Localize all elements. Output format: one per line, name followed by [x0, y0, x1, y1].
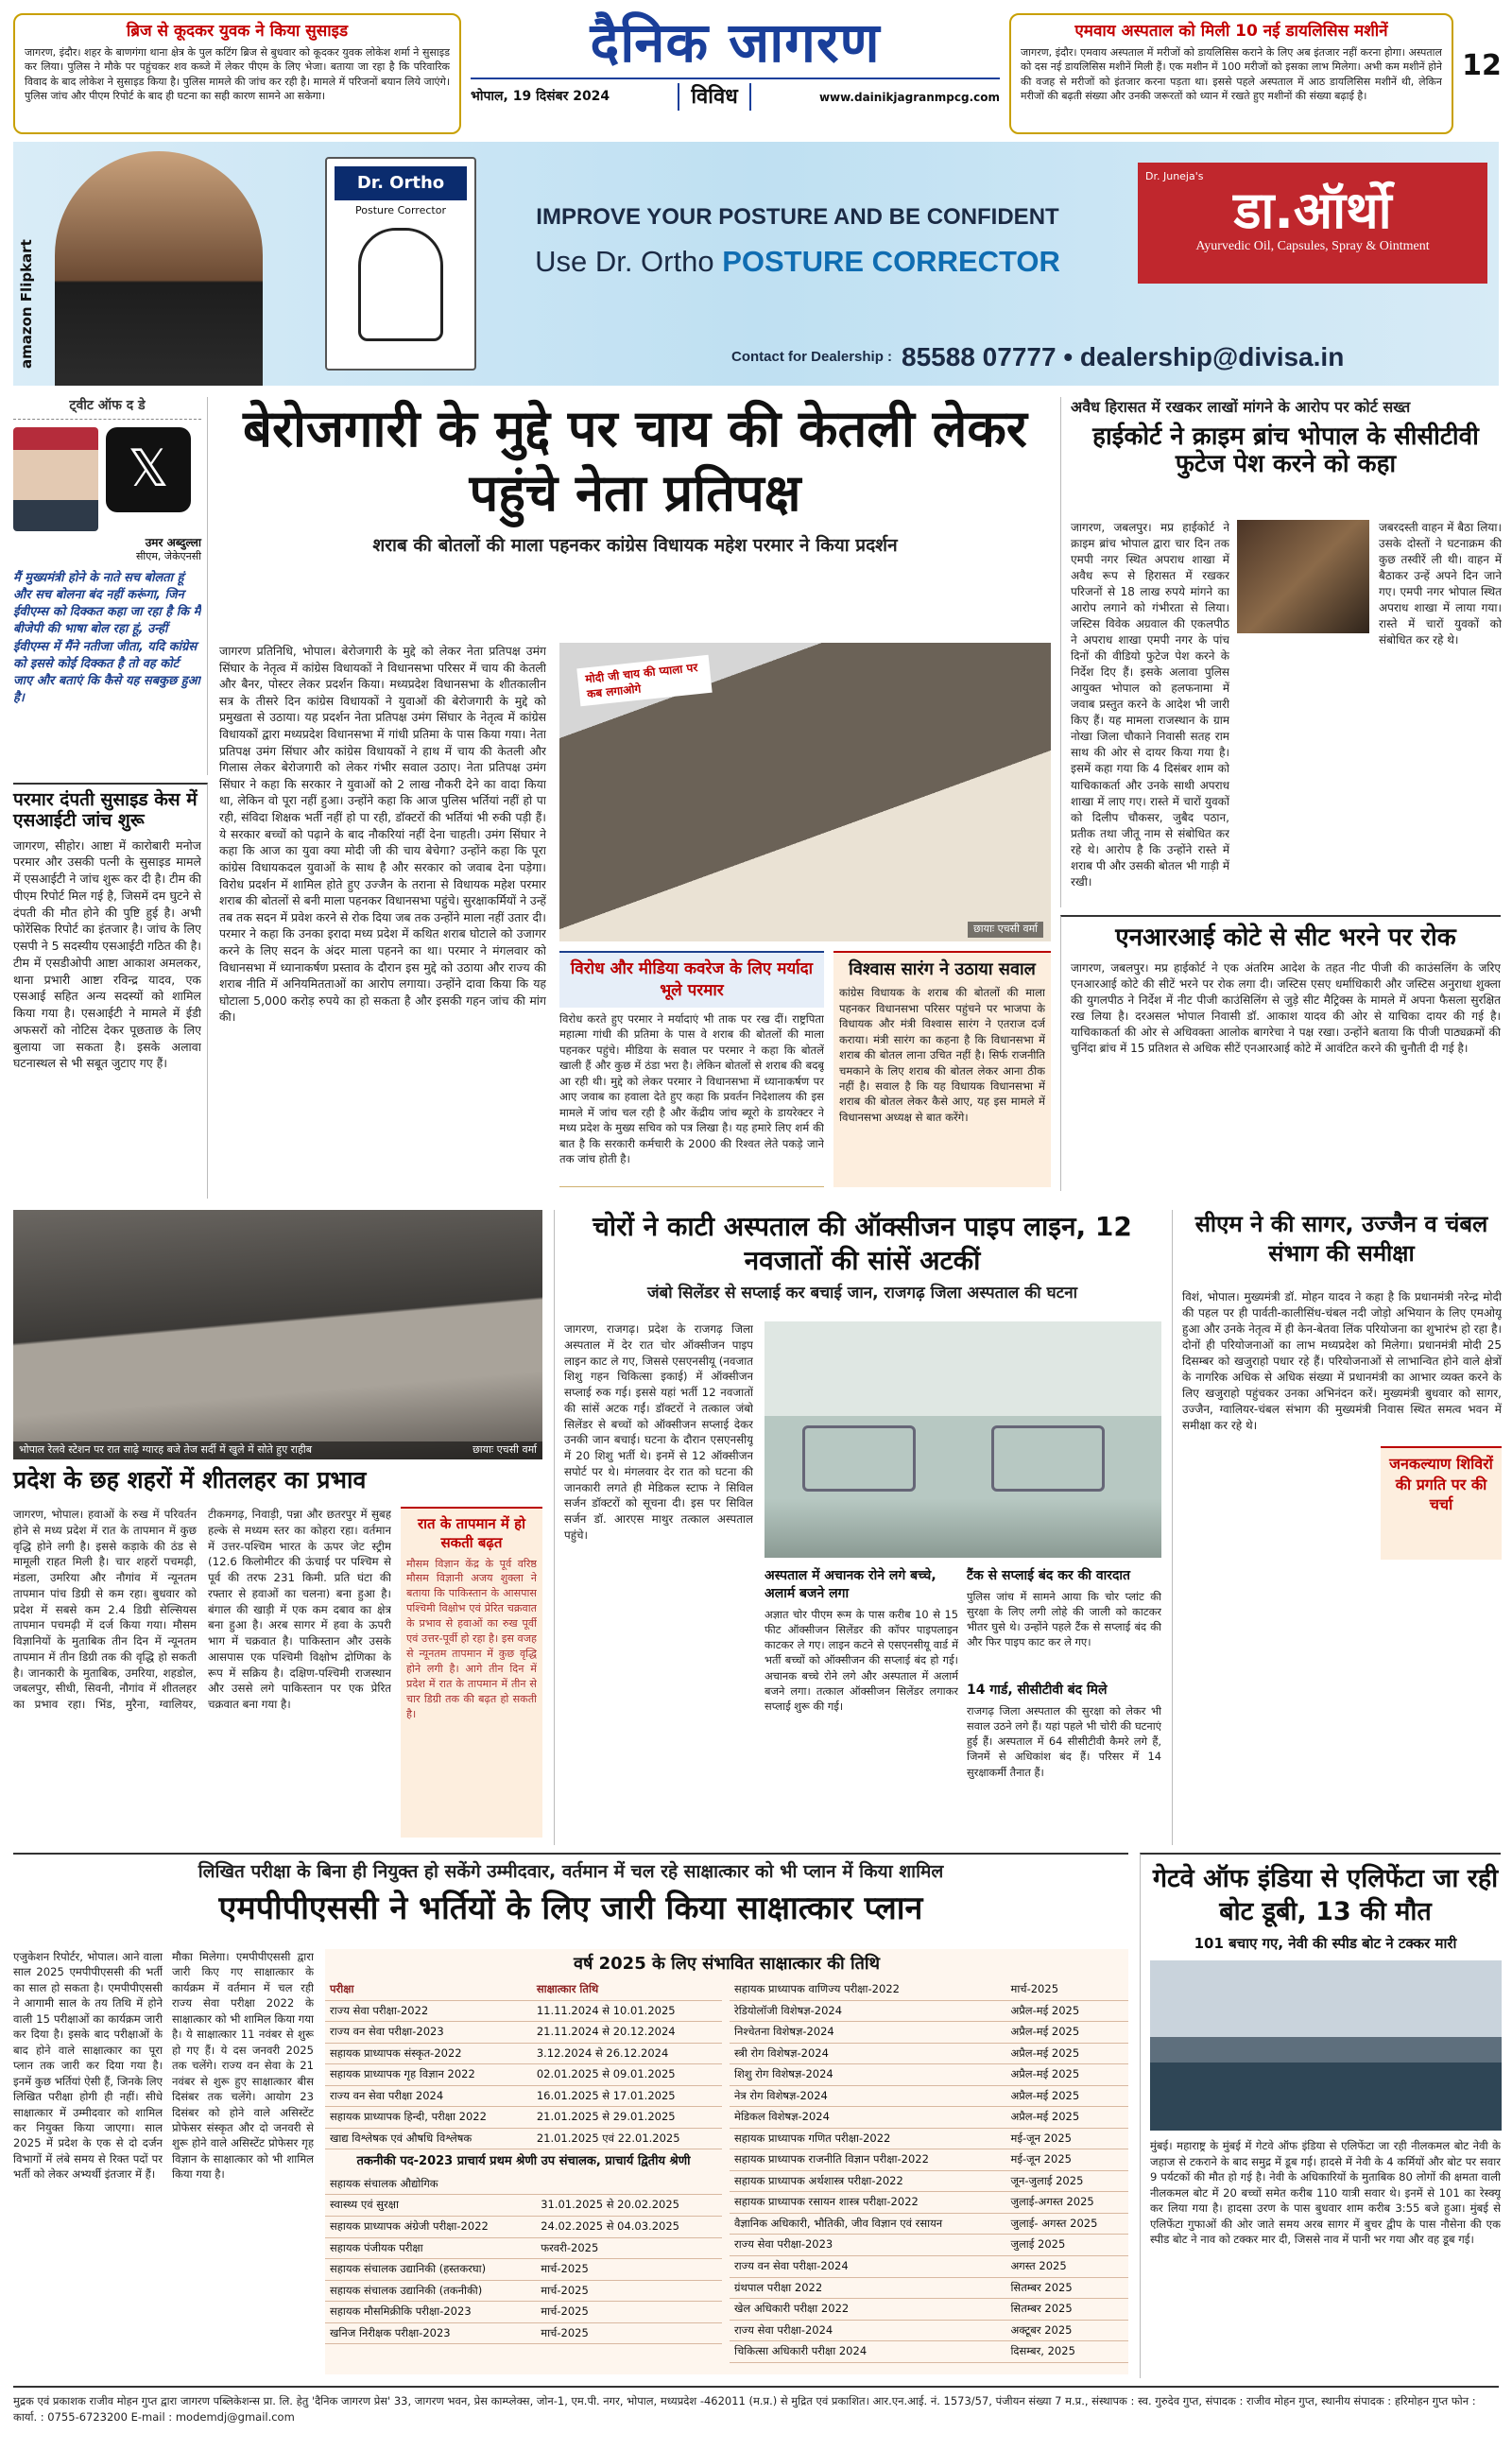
- side-box-left-title: विरोध और मीडिया कवरेज के लिए मर्यादा भूले परमार: [559, 953, 824, 1008]
- interview-date-cell: 31.01.2025 से 20.02.2025: [536, 2195, 722, 2217]
- table-row: [730, 2022, 1128, 2044]
- table-row: [730, 2107, 1128, 2129]
- ad-contact-value[interactable]: 85588 07777 • dealership@divisa.in: [902, 342, 1345, 372]
- interview-date-cell: अप्रैल-मई 2025: [1005, 2064, 1128, 2086]
- exam-name-cell: सहायक प्राध्यापक राजनीति विज्ञान परीक्षा-2022: [730, 2149, 1005, 2171]
- ad-line1: IMPROVE YOUR POSTURE AND BE CONFIDENT: [536, 204, 1059, 230]
- interview-date-cell: मार्च-2025: [536, 2302, 722, 2323]
- exam-name-cell: सहायक प्राध्यापक हिन्दी, परीक्षा 2022: [325, 2107, 532, 2129]
- lead-story: [219, 397, 1051, 1191]
- interview-date-cell: अप्रैल-मई 2025: [1005, 2022, 1128, 2044]
- exam-name-cell: राज्य वन सेवा परीक्षा 2024: [325, 2085, 532, 2107]
- interview-date-cell: 24.02.2025 से 04.03.2025: [536, 2217, 722, 2238]
- mppsc-body: एजुकेशन रिपोर्टर, भोपाल। आने वाला साल 2025 एमपीपीएससी की भर्ती का साल हो सकता है। एमपीपीएससी ने आगामी साल के तय तिथि में होने वाली 15 परीक्षाओं का कार्यक्रम जारी कर दिया है। इसके बाद परीक्षाओं के बाद होने वाले साक्षात्कार का पूरा प्लान तक जारी कर दिया गया है। इनमें कुछ भर्तियां ऐसी हैं, जिनके लिए लिखित परीक्षा होगी ही नहीं। सीधे साक्षात्कार में उम्मीदवार को शामिल कर नियुक्त किया जाएगा। साल 2025 में प्रदेश के एक से दो दर्जन विभागों में लंबे समय से रिक्त पदों पर भर्ती को लेकर अभ्यर्थी इंतजार में हैं।: [13, 1950, 163, 2182]
- imprint-footer: मुद्रक एवं प्रकाशक राजीव मोहन गुप्त द्वारा जागरण पब्लिकेशन्स प्रा. लि. हेतु 'दैनिक जागरण प्रेस' 33, जागरण भवन, प्रेस काम्प्लेक्स, जोन-1, एम.पी. नगर, भोपाल, मध्यप्रदेश -462011 (म.प्र.) से मुद्रित एवं प्रकाशित। आर.एन.आई. नं. 1573/57, पंजीयन संख्या 7 म.प्र., संस्थापक : स्व. गुरुदेव गुप्त, संपादक : राजीव मोहन गुप्त, स्थानीय संपादक : हरिमोहन गुप्त फोन : कार्या. : 0755-6723200 E-mail : modemdj@gmail.com: [13, 2386, 1499, 2437]
- table-row: [730, 2043, 1128, 2064]
- cold-box-title: रात के तापमान में हो सकती बढ़त: [418, 1515, 525, 1552]
- exam-name-cell: सहायक प्राध्यापक संस्कृत-2022: [325, 2043, 532, 2064]
- cold-body: जागरण, भोपाल। हवाओं के रुख में परिवर्तन होने से मध्य प्रदेश में रात के तापमान में कुछ वृद्धि होने लगी है। इससे कड़ाके की ठंड से मामूली राहत मिली है। चार शहरों पचमढ़ी, मंडला, उमरिया और नौगांव में न्यूनतम तापमान पांच डिग्री से कम रहा। बुधवार को प्रदेश में सबसे कम 2.4 डिग्री सेल्सियस तापमान पचमढ़ी में दर्ज किया गया। मौसम विज्ञानियों के मुताबिक तीन दिन में न्यूनतम तापमान में तीन डिग्री तक की वृद्धि हो सकती है। जानकारी के मुताबिक, उमरिया, शहडोल, जबलपुर, सीधी, सिवनी, नौगांव में शीतलहर का प्रभाव रहा। भिंड, मुरैना, ग्वालियर, टीकमगढ़, निवाड़ी, पन्ना और छतरपुर में सुबह हल्के से मध्यम स्तर का कोहरा रहा। वर्तमान में उत्तर-पश्चिम भारत के ऊपर जेट स्ट्रीम (12.6 किलोमीटर की ऊंचाई पर पश्चिम से पूर्व की तरफ 231 किमी. प्रति घंटा की रफ्तार से हवाओं का चलना) बना हुआ है। बंगाल की खाड़ी में एक कम दबाव का क्षेत्र बना हुआ है। अरब सागर में हवा के ऊपरी भाग में चक्रवात है। पाकिस्तान और उसके आसपास एक पश्चिमी विक्षोभ द्रोणिका के रूप में सक्रिय है। दक्षिण-पश्चिमी राजस्थान और उससे लगे पाकिस्तान पर एक प्रेरित चक्रवात बना गया है।: [13, 1508, 391, 1711]
- ad-brand-logo: डा.ऑर्थो: [1233, 180, 1392, 240]
- exam-name-cell: वैज्ञानिक अधिकारी, भौतिकी, जीव विज्ञान एवं रसायन: [730, 2213, 1005, 2235]
- table-row: [730, 2064, 1128, 2086]
- interview-date-cell: अगस्त 2025: [1005, 2256, 1128, 2278]
- edition-name: विविध: [678, 83, 750, 112]
- cold-title: प्रदेश के छह शहरों में शीतलहर का प्रभाव: [13, 1466, 367, 1493]
- lead-photo: [559, 643, 1051, 941]
- side-box-right-body: कांग्रेस विधायक के शराब की बोतलों की माला पहनकर विधानसभा परिसर पहुंचने पर भाजपा के विधायक और मंत्री विश्वास सारंग ने एतराज दर्ज कराया। मंत्री सारंग का कहना है कि विधानसभा में शराब की बोतल लाना उचित नहीं है। सिर्फ राजनीति चमकाने के लिए शराब की बोतल लेकर आना ठीक नहीं है। सवाल है कि यह विधायक विधानसभा में शराब की बोतल लेकर कैसे आए, यह इस मामले में विधानसभा अध्यक्ष से बात करेंगे।: [839, 986, 1045, 1124]
- table-row: [730, 2128, 1128, 2149]
- interview-date-cell: अप्रैल-मई 2025: [1005, 2107, 1128, 2129]
- table-row: [730, 2085, 1128, 2107]
- boat-photo: [1150, 1960, 1502, 2131]
- ad-product-sub: Posture Corrector: [355, 204, 446, 217]
- exam-name-cell: रेडियोलॉजी विशेषज्ञ-2024: [730, 2000, 1005, 2022]
- side-box-left: [559, 951, 824, 1187]
- exam-name-cell: सहायक संचालक औद्योगिक: [325, 2174, 536, 2195]
- boat-body: मुंबई। महाराष्ट्र के मुंबई में गेटवे ऑफ इंडिया से एलिफेंटा जा रही नीलकमल बोट नेवी के जहाज से टकराने के बाद समुद्र में डूब गई। हादसे में नेवी के 4 कर्मियों और बोट पर सवार 9 पर्यटकों की मौत हो गई है। नेवी के अधिकारियों के मुताबिक 80 लोगों की क्षमता वाली नीलकमल बोट में 20 बच्चों समेत करीब 110 यात्री सवार थे। इनमें से 101 का रेस्क्यू कर लिया गया है। हादसा उरण के पास बुधवार शाम करीब 3:55 बजे हुआ। मुंबई से एलिफेंटा गुफाओं की ओर जाते समय अरब सागर में बुचर द्वीप के पास नौसेना की एक स्पीड बोट ने नाव को टक्कर मार दी, जिससे नाव में पानी भर गया और वह डूब गई।: [1150, 2139, 1501, 2247]
- exam-name-cell: चिकित्सा अधिकारी परीक्षा 2024: [730, 2341, 1005, 2363]
- interview-date-cell: 02.01.2025 से 09.01.2025: [532, 2064, 722, 2086]
- hc-body-continued: जबरदस्ती वाहन में बैठा लिया। उसके दोस्तों ने घटनाक्रम की कुछ तस्वीरें ली थी। वाहन में बैठाकर उन्हें अपने दिन जाने गए। एमपी नगर भोपाल स्थित अपराध शाखा में लाया गया। रास्ते में चारों युवकों को संबोधित कर रहे थे।: [1379, 521, 1502, 647]
- website-link[interactable]: www.dainikjagranmpcg.com: [818, 90, 1000, 104]
- table-row: [730, 2299, 1128, 2321]
- interview-date-cell: मई-जून 2025: [1005, 2149, 1128, 2171]
- interview-date-cell: 16.01.2025 से 17.01.2025: [532, 2085, 722, 2107]
- exam-name-cell: खेल अधिकारी परीक्षा 2022: [730, 2299, 1005, 2321]
- ad-contact-label: Contact for Dealership :: [731, 348, 893, 365]
- cm-title: सीएम ने की सागर, उज्जैन व चंबल संभाग की समीक्षा: [1194, 1211, 1488, 1268]
- exam-name-cell: राज्य वन सेवा परीक्षा-2024: [730, 2256, 1005, 2278]
- table-row: [325, 2064, 722, 2086]
- exam-name-cell: सहायक संचालक उद्यानिकी (हस्तकरघा): [325, 2259, 536, 2281]
- side-box-right-title: विश्वास सारंग ने उठाया सवाल: [849, 959, 1036, 979]
- lead-photo-caption: छायाः एचसी वर्मा: [968, 922, 1043, 938]
- oxygen-box3-body: राजगढ़ जिला अस्पताल की सुरक्षा को लेकर भी सवाल उठने लगे हैं। यहां पहले भी चोरी की घटनाएं हुई हैं। अस्पताल में 64 सीसीटीवी कैमरे लगे हैं, जिनमें से अधिकांश बंद हैं। परिसर में 14 सुरक्षाकर्मी तैनात हैं।: [967, 1703, 1161, 1779]
- mppsc-subtable-title: तकनीकी पद-2023 प्राचार्य प्रथम श्रेणी उप संचालक, प्राचार्य द्वितीय श्रेणी: [356, 2154, 691, 2169]
- cold-story: [13, 1467, 542, 1845]
- interview-date-cell: मार्च-2025: [536, 2322, 722, 2344]
- exam-name-cell: स्त्री रोग विशेषज्ञ-2024: [730, 2043, 1005, 2064]
- hc-kicker: अवैध हिरासत में रखकर लाखों मांगने के आरोप पर कोर्ट सख्त: [1071, 398, 1411, 416]
- exam-name-cell: सहायक प्राध्यापक गणित परीक्षा-2022: [730, 2128, 1005, 2149]
- exam-name-cell: राज्य सेवा परीक्षा-2023: [730, 2235, 1005, 2256]
- table-row: [325, 2107, 722, 2129]
- table-row: [325, 2217, 722, 2238]
- mppsc-table-left: [325, 1979, 722, 2149]
- interview-date-cell: अप्रैल-मई 2025: [1005, 2043, 1128, 2064]
- exam-name-cell: सहायक प्राध्यापक रसायन शास्त्र परीक्षा-2022: [730, 2192, 1005, 2214]
- tweet-of-the-day: [13, 397, 208, 775]
- table-row: [730, 2149, 1128, 2171]
- table-row: [325, 2174, 722, 2195]
- table-header-date: साक्षात्कार तिथि: [532, 1979, 722, 2000]
- exam-name-cell: निश्चेतना विशेषज्ञ-2024: [730, 2022, 1005, 2044]
- oxygen-body: जागरण, राजगढ़। प्रदेश के राजगढ़ जिला अस्पताल में देर रात चोर ऑक्सीजन पाइप लाइन काट ले गए, जिससे एसएनसीयू (नवजात शिशु गहन चिकित्सा इकाई) में ऑक्सीजन सप्लाई रुक गई। इससे यहां भर्ती 12 नवजातों की सांसें अटक गईं। डॉक्टरों ने तत्काल जंबो सिलेंडर से बच्चों को ऑक्सीजन सप्लाई देकर उनकी जान बचाई। घटना के दौरान एसएनसीयू में 20 शिशु भर्ती थे। इनमें से 12 ऑक्सीजन सपोर्ट पर थे। मंगलवार देर रात को घटना की जानकारी लगते ही मेडिकल स्टाफ ने सिविल सर्जन डॉक्टरों को सूचना दी। इस पर सिविल सर्जन डॉ. आरएस माथुर तत्काल अस्पताल पहुंचे।: [564, 1322, 753, 1542]
- oxygen-box2-title: टैंक से सप्लाई बंद कर की वारदात: [967, 1568, 1130, 1583]
- nri-title: एनआरआई कोटे से सीट भरने पर रोक: [1115, 923, 1456, 952]
- right-teaser-body: जागरण, इंदौर। एमवाय अस्पताल में मरीजों को डायलिसिस कराने के लिए अब इंतजार नहीं करना होगा। अस्पताल को दस नई डायलिसिस मशीनें मिली हैं। एक मशीन में 100 मरीजों को इसका लाभ मिलेगा। अभी कम मशीनें होने की वजह से मरीजों को इंतजार करना पड़ता था। इससे पहले अस्पताल में आठ डायलिसिस मशीनें थी, लेकिन मरीजों की बढ़ती संख्या और उनकी जरूरतों को ध्यान में रखते हुए मशीनों की संख्या बढ़ाई है।: [1021, 45, 1442, 103]
- exam-name-cell: नेत्र रोग विशेषज्ञ-2024: [730, 2085, 1005, 2107]
- mppsc-table-right: [730, 1979, 1128, 2362]
- page-number: 12: [1462, 49, 1502, 82]
- interview-date-cell: सितम्बर 2025: [1005, 2299, 1128, 2321]
- oxygen-box1-title: अस्पताल में अचानक रोने लगे बच्चे, अलार्म बजने लगा: [765, 1568, 936, 1601]
- interview-date-cell: 21.01.2025 से 29.01.2025: [532, 2107, 722, 2129]
- interview-date-cell: मार्च-2025: [536, 2280, 722, 2302]
- exam-name-cell: खाद्य विश्लेषक एवं औषधि विश्लेषक: [325, 2128, 532, 2149]
- oxygen-box1-body: अज्ञात चोर पीएम रूम के पास करीब 10 से 15 फीट ऑक्सीजन सिलेंडर की कॉपर पाइपलाइन काटकर ले गए। लाइन कटने से एसएनसीयू वार्ड में भर्ती बच्चों को ऑक्सीजन की सप्लाई बंद हो गई। अचानक बच्चे रोने लगे और अस्पताल में अलार्म बजने लगा। तत्काल ऑक्सीजन सिलेंडर लगाकर सप्लाई शुरू की गई।: [765, 1607, 958, 1713]
- boat-title: गेटवे ऑफ इंडिया से एलिफेंटा जा रही बोट डूबी, 13 की मौत: [1152, 1864, 1499, 1927]
- oxygen-box-2: [967, 1567, 1161, 1841]
- right-teaser-title: एमवाय अस्पताल को मिली 10 नई डायलिसिस मशीनें: [1074, 22, 1388, 41]
- author-avatar: [13, 427, 98, 531]
- interview-date-cell: अप्रैल-मई 2025: [1005, 2000, 1128, 2022]
- table-row: [325, 2195, 722, 2217]
- exam-name-cell: शिशु रोग विशेषज्ञ-2024: [730, 2064, 1005, 2086]
- mppsc-title: एमपीपीएससी ने भर्तियों के लिए जारी किया साक्षात्कार प्लान: [218, 1889, 923, 1927]
- ad-banner[interactable]: [13, 142, 1499, 386]
- ad-store-brands: amazon Flipkart: [18, 239, 35, 369]
- interview-date-cell: 11.11.2024 से 10.01.2025: [532, 2000, 722, 2022]
- mppsc-table-title: वर्ष 2025 के लिए संभावित साक्षात्कार की तिथि: [573, 1954, 881, 1974]
- exam-name-cell: सहायक पंजीयक परीक्षा: [325, 2237, 536, 2259]
- oxygen-box3-title: 14 गार्ड, सीसीटीवी बंद मिले: [967, 1682, 1108, 1698]
- side-box-right: [833, 951, 1051, 1187]
- lead-headline: बेरोजगारी के मुद्दे पर चाय की केतली लेकर पहुंचे नेता प्रतिपक्ष: [243, 399, 1027, 523]
- ad-brace-icon: [358, 228, 443, 341]
- ad-line2-highlight: POSTURE CORRECTOR: [722, 245, 1060, 279]
- exam-name-cell: खनिज निरीक्षक परीक्षा-2023: [325, 2322, 536, 2344]
- exam-name-cell: सहायक संचालक उद्यानिकी (तकनीकी): [325, 2280, 536, 2302]
- table-row: [325, 2128, 722, 2149]
- interview-date-cell: जून-जुलाई 2025: [1005, 2170, 1128, 2192]
- interview-date-cell: सितम्बर 2025: [1005, 2277, 1128, 2299]
- masthead-logo: दैनिक जागरण: [590, 10, 881, 75]
- interview-date-cell: 21.11.2024 से 20.12.2024: [532, 2022, 722, 2044]
- lead-subhead: शराब की बोतलों की माला पहनकर कांग्रेस विधायक महेश परमार ने किया प्रदर्शन: [372, 535, 898, 556]
- boat-subhead: 101 बचाए गए, नेवी की स्पीड बोट ने टक्कर मारी: [1194, 1935, 1457, 1953]
- ad-brand-small: Dr. Juneja's: [1145, 170, 1204, 182]
- exam-name-cell: सहायक प्राध्यापक वाणिज्य परीक्षा-2022: [730, 1979, 1005, 2000]
- interview-date-cell: 21.01.2025 एवं 22.01.2025: [532, 2128, 722, 2149]
- table-row: [325, 2043, 722, 2064]
- exam-name-cell: सहायक प्राध्यापक अंग्रेजी परीक्षा-2022: [325, 2217, 536, 2238]
- right-teaser: [1009, 13, 1453, 134]
- exam-name-cell: राज्य सेवा परीक्षा-2022: [325, 2000, 532, 2022]
- edition-date: भोपाल, 19 दिसंबर 2024: [471, 89, 610, 105]
- interview-date-cell: मई-जून 2025: [1005, 2128, 1128, 2149]
- table-row: [730, 2235, 1128, 2256]
- tweet-author-role: सीएम, जेकेएनसी: [135, 550, 201, 563]
- exam-name-cell: ग्रंथपाल परीक्षा 2022: [730, 2277, 1005, 2299]
- interview-date-cell: मार्च-2025: [1005, 1979, 1128, 2000]
- cm-story: [1172, 1210, 1501, 1845]
- interview-date-cell: [536, 2174, 722, 2195]
- exam-name-cell: राज्य सेवा परीक्षा-2024: [730, 2320, 1005, 2341]
- exam-name-cell: राज्य वन सेवा परीक्षा-2023: [325, 2022, 532, 2044]
- mppsc-story: [13, 1853, 1128, 2378]
- placard: मोदी जी चाय की प्याला पर कब लगाओगे: [576, 655, 712, 707]
- interview-date-cell: अप्रैल-मई 2025: [1005, 2085, 1128, 2107]
- oxygen-title: चोरों ने काटी अस्पताल की ऑक्सीजन पाइप लाइन, 12 नवजातों की सांसें अटकीं: [593, 1211, 1132, 1277]
- table-row: [730, 2341, 1128, 2363]
- left-teaser-body: जागरण, इंदौर। शहर के बाणगंगा थाना क्षेत्र के पुल कटिंग ब्रिज से बुधवार को कूदकर युवक लोकेश शर्मा ने सुसाइड कर लिया। पुलिस ने मौके पर पहुंचकर शव कब्जे में लेकर पीएम के लिए भेजा। बताया जा रहा है कि परिवारिक विवाद के बाद लोकेश ने सुसाइड किया है। पुलिस मामले की जांच कर रही है। मामले में परिजनों बयान लिये जाएंगे। पुलिस जांच और पीएम रिपोर्ट के बाद ही घटना का सही कारण सामने आ सकेगा।: [25, 45, 450, 103]
- table-row: [730, 2213, 1128, 2235]
- exam-name-cell: सहायक प्राध्यापक गृह विज्ञान 2022: [325, 2064, 532, 2086]
- gavel-photo: [1237, 520, 1369, 633]
- exam-name-cell: मेडिकल विशेषज्ञ-2024: [730, 2107, 1005, 2129]
- left-teaser-title: ब्रिज से कूदकर युवक ने किया सुसाइड: [126, 22, 349, 41]
- ad-product-box: [325, 157, 476, 371]
- mppsc-body-2: मौका मिलेगा। एमपीपीएससी द्वारा जारी किए गए साक्षात्कार के कार्यक्रम में वर्तमान में चल रही राज्य सेवा परीक्षा 2022 के साक्षात्कार को भी शामिल किया गया है। ये साक्षात्कार 11 नवंबर से शुरू हो गए हैं। ये दस जनवरी 2025 तक चलेंगे। राज्य वन सेवा के 21 नवंबर से शुरू हुए साक्षात्कार बीस दिसंबर तक चलेंगे। आयोग 23 दिसंबर को होने वाले असिस्टेंट प्रोफेसर संस्कृत और दो जनवरी से शुरू होने वाले असिस्टेंट प्रोफेसर गृह विज्ञान के साक्षात्कार को भी शामिल किया गया है।: [172, 1950, 314, 2182]
- interview-date-cell: मार्च-2025: [536, 2259, 722, 2281]
- oxygen-box2-body: पुलिस जांच में सामने आया कि चोर प्लांट की सुरक्षा के लिए लगी लोहे की जाली को काटकर भीतर घुसे थे। उन्होंने पहले टैंक से सप्लाई बंद की और फिर पाइप काट कर ले गए।: [967, 1589, 1161, 1649]
- table-header-exam: परीक्षा: [325, 1979, 532, 2000]
- cm-body: विशं, भोपाल। मुख्यमंत्री डॉ. मोहन यादव ने कहा है कि प्रधानमंत्री नरेन्द्र मोदी की पहल पर ही पार्वती-कालीसिंध-चंबल नदी जोड़ो अभियान के लिए एमओयू हुआ और उनके नेतृत्व में ही केन-बेतवा लिंक परियोजना का शुभारंभ हो रहा है। दोनों ही परियोजनाओं का लाभ मध्यप्रदेश को मिलेगा। प्रधानमंत्री मोदी 25 दिसम्बर को खजुराहो पधार रहे हैं। परियोजनाओं से लाभान्वित होने वाले क्षेत्रों के नागरिक अधिक से अधिक संख्या में प्रधानमंत्री का आभार व्यक्त करने के लिए खजुराहो पहुंचकर उनका अभिनंदन करें। मुख्यमंत्री बुधवार को सागर, उज्जैन, ग्वालियर-चंबल संभाग की मुख्यमंत्री निवास स्थित समत्व भवन में समीक्षा कर रहे थे।: [1182, 1290, 1502, 1433]
- table-row: [730, 2170, 1128, 2192]
- interview-date-cell: 3.12.2024 से 26.12.2024: [532, 2043, 722, 2064]
- ad-contact-strip: [731, 337, 1487, 378]
- interview-date-cell: जुलाई 2025: [1005, 2235, 1128, 2256]
- incubator-icon-2: [991, 1425, 1105, 1492]
- exam-name-cell: सहायक मौसमिक्रीकि परीक्षा-2023: [325, 2302, 536, 2323]
- table-row: [730, 2192, 1128, 2214]
- cold-box: [401, 1507, 542, 1838]
- hospital-photo: [765, 1321, 1161, 1558]
- ad-brand-tagline: Ayurvedic Oil, Capsules, Spray & Ointment: [1195, 238, 1430, 253]
- table-row: [325, 2280, 722, 2302]
- ad-model-photo: [55, 151, 263, 386]
- nri-story: [1060, 915, 1501, 1191]
- cold-photo: [13, 1210, 542, 1459]
- exam-name-cell: सहायक प्राध्यापक अर्थशास्त्र परीक्षा-2022: [730, 2170, 1005, 2192]
- oxygen-story: [554, 1210, 1160, 1845]
- tweet-author: उमर अब्दुल्ला: [145, 535, 201, 549]
- parmar-body: जागरण, सीहोर। आष्टा में कारोबारी मनोज परमार और उसकी पत्नी के सुसाइड मामले में एसआईटी ने जांच शुरू कर दी है। टीम की पीएम रिपोर्ट मिल गई है, जिसमें दम घुटने से दंपती की मौत होने की पुष्टि हुई है। अभी फोरेंसिक रिपोर्ट का इंतजार है। जांच के लिए एसपी ने 5 सदस्यीय एसआईटी गठित की है। टीम में एसडीओपी आष्टा आकाश अमलकर, थाना प्रभारी आष्टा रविन्द्र यादव, एक एसआई सहित अन्य सदस्यों को शामिल किया गया है। एसआईटी ने मामले में ईडी अफसरों को नोटिस देकर पूछताछ के लिए बुलाया जा सकता है। इसके अलावा घटनास्थल से भी सबूत जुटाए गए हैं।: [13, 837, 201, 1071]
- tweet-text: मैं मुख्यमंत्री होने के नाते सच बोलता हूं और सच बोलना बंद नहीं करूंगा, जिन ईवीएम्स को दिक्कत कहा जा रहा है कि मैं बीजेपी की भाषा बोल रहा हूं, उन्हीं ईवीएम्स में मैंने नतीजा जीता, यदि कांग्रेस को इससे कोई दिक्कत है तो वह कोर्ट जाए और बताएं कि कैसे यह सबकुछ हुआ है।: [13, 570, 201, 706]
- boat-story: [1140, 1853, 1501, 2378]
- exam-name-cell: स्वास्थ्य एवं सुरक्षा: [325, 2195, 536, 2217]
- table-row: [325, 2237, 722, 2259]
- interview-date-cell: जुलाई- अगस्त 2025: [1005, 2213, 1128, 2235]
- table-row: [730, 2320, 1128, 2341]
- x-logo-icon: 𝕏: [106, 427, 191, 512]
- cm-box: जनकल्याण शिविरों की प्रगति पर की चर्चा: [1381, 1446, 1502, 1560]
- oxygen-box-1: [765, 1567, 958, 1841]
- mppsc-kicker: लिखित परीक्षा के बिना ही नियुक्त हो सकेंगे उम्मीदवार, वर्तमान में चल रहे साक्षात्कार को भी प्लान में किया शामिल: [198, 1861, 944, 1882]
- parmar-story: [13, 783, 208, 1199]
- ad-line2-prefix: Use Dr. Ortho: [535, 245, 714, 279]
- table-row: [325, 2022, 722, 2044]
- oxygen-subhead: जंबो सिलेंडर से सप्लाई कर बचाई जान, राजगढ़ जिला अस्पताल की घटना: [646, 1283, 1078, 1303]
- hc-story: [1060, 397, 1501, 907]
- table-row: [325, 2000, 722, 2022]
- table-row: [730, 1979, 1128, 2000]
- interview-date-cell: फरवरी-2025: [536, 2237, 722, 2259]
- side-box-left-body: विरोध करते हुए परमार ने मर्यादाएं भी ताक पर रख दीं। राष्ट्रपिता महात्मा गांधी की प्रतिमा के पास वे शराब की बोतलों की माला पहनकर पहुंचे। मीडिया के सवाल पर परमार ने कहा कि बोतलें खाली हैं और कुछ में ठंडा भरा है। लेकिन बोतलों से शराब की बदबू आ रही थी। मुद्दे को लेकर परमार ने विधानसभा में ध्यानाकर्षण पर आए जवाब का हवाला देते हुए कहा कि प्रवर्तन निदेशालय की इस मामले में जांच चल रही है और केंद्रीय जांच ब्यूरो के डायरेक्टर ने मध्य प्रदेश के मुख्य सचिव को पत्र लिखा है। यह हमारे लिए शर्म की बात है कि सरकारी कर्मचारी के 2000 की रिश्वत लेते पकड़े जाने तक जांच होती है।: [559, 1011, 824, 1165]
- ad-brand-panel: [1138, 163, 1487, 284]
- interview-date-cell: दिसम्बर, 2025: [1005, 2341, 1128, 2363]
- cold-box-body: मौसम विज्ञान केंद्र के पूर्व वरिष्ठ मौसम विज्ञानी अजय शुक्ला ने बताया कि पाकिस्तान के आसपास पश्चिमी विक्षोभ एवं प्रेरित चक्रवात के प्रभाव से हवाओं का रुख पूर्वी एवं उत्तर-पूर्वी हो रहा है। इस वजह से न्यूनतम तापमान में कुछ वृद्धि होने लगी है। आगे तीन दिन में प्रदेश में रात के तापमान में तीन से चार डिग्री तक की बढ़त हो सकती है।: [406, 1557, 537, 1720]
- nri-body: जागरण, जबलपुर। मप्र हाईकोर्ट ने एक अंतरिम आदेश के तहत नीट पीजी की काउंसलिंग के जरिए एनआरआई कोटे की सीटें भरने पर रोक लगा दी। जस्टिस एसए धर्माधिकारी और जस्टिस अनुराधा शुक्ला की युगलपीठ ने निर्देश में नीट पीजी काउंसिलिंग से जुड़े सीट मैट्रिक्स के मामले में अपना फैसला सुरक्षित रख लिया है। दरअसल भोपाल निवासी डॉ. आकाश यादव की ओर से याचिका दायर की गई है। याचिकाकर्ता की ओर से अधिवक्ता आलोक बागरेचा ने पक्ष रखा। उन्होंने बताया कि पीजी पाठ्यक्रमों की चुनिंदा ब्रांच में 15 प्रतिशत से अधिक सीटें एनआरआई कोटे में आवंटित करने की चुनौती दी गई है।: [1071, 960, 1501, 1056]
- tweet-label: ट्वीट ऑफ द डे: [13, 397, 201, 420]
- cold-photo-caption: भोपाल रेलवे स्टेशन पर रात साढ़े ग्यारह बजे तेज सर्दी में खुले में सोते हुए राहीब: [19, 1443, 312, 1457]
- cold-photo-credit: छायाः एचसी वर्मा: [472, 1443, 537, 1457]
- table-row: [730, 2277, 1128, 2299]
- lead-body: जागरण प्रतिनिधि, भोपाल। बेरोजगारी के मुद्दे को लेकर नेता प्रतिपक्ष उमंग सिंघार के नेतृत्व में कांग्रेस विधायकों ने विधानसभा परिसर में चाय की केतली और बैनर, पोस्टर लेकर प्रदर्शन किया। मध्यप्रदेश विधानसभा के शीतकालीन सत्र के तीसरे दिन कांग्रेस विधायकों ने युवाओं की बेरोजगारी के मुद्दे को प्रमुखता से उठाया। यह प्रदर्शन नेता प्रतिपक्ष उमंग सिंघार के नेतृत्व में कांग्रेस विधायकों द्वारा मध्यप्रदेश विधानसभा में गांधी प्रतिमा के पास किया गया। नेता प्रतिपक्ष उमंग सिंघार और कांग्रेस विधायकों ने हाथ में चाय की केतली और गिलास लेकर बेरोजगारी को लेकर गंभीर सवाल उठाए। नेता प्रतिपक्ष उमंग सिंघार ने कहा कि सरकार ने युवाओं को 2 लाख नौकरी देने का वादा किया था, लेकिन वो पूरा नहीं हुआ। उन्होंने कहा कि आज पुलिस भर्तियां नहीं हो पा रही, संविदा शिक्षक भर्ती नहीं हो पा रही, डॉक्टरों की भर्तियां भी रुकी पड़ी हैं। ये सरकार बच्चों को पढ़ाने के बाद नौकरियां नहीं देना चाहती। उमंग सिंघार ने कहा कि आज का युवा क्या मोदी जी की चाय बेचेगा? उन्होंने कहा कि पूरा कांग्रेस विधायकदल युवाओं के साथ है और सरकार को जवाब देना पड़ेगा। विरोध प्रदर्शन में शामिल होते हुए उज्जैन के तराना से विधायक महेश परमार शराब की बोतलों से बनी माला पहनकर विधानसभा पहुंचे। सुरक्षाकर्मियों ने उन्हें तब तक सदन में प्रवेश करने से रोक दिया जब तक उन्होंने माला नहीं उतार दी। परमार ने कहा कि उनका इरादा मध्य प्रदेश में कथित शराब घोटाले को उजागर करने के लिए सदन के अंदर माला पहनने का था। परमार ने मंगलवार को विधानसभा में ध्यानाकर्षण प्रस्ताव के दौरान इस मुद्दे को उठाया और राज्य की शराब नीति में अनियमितताओं का आरोप लगाया। उन्होंने दावा किया कि यह घोटाला 5,000 करोड़ रुपये का हो सकता है और इसकी गहन जांच की मांग की।: [219, 644, 546, 1025]
- table-row: [730, 2256, 1128, 2278]
- masthead: [471, 10, 1000, 134]
- mppsc-schedule-table: [325, 1949, 1128, 2374]
- mppsc-table-left-2: [325, 2174, 722, 2344]
- interview-date-cell: अक्टूबर 2025: [1005, 2320, 1128, 2341]
- incubator-icon: [802, 1425, 916, 1492]
- hc-title: हाईकोर्ट ने क्राइम ब्रांच भोपाल के सीसीटीवी फुटेज पेश करने को कहा: [1092, 422, 1479, 479]
- hc-body: जागरण, जबलपुर। मप्र हाईकोर्ट ने क्राइम ब्रांच भोपाल द्वारा चार दिन तक एमपी नगर स्थित अपराध शाखा में अवैध रूप से हिरासत में रखकर परिजनों से 18 लाख रुपये मांगने का आरोप लगाने को गंभीरता से लिया। जस्टिस विवेक अग्रवाल की एकलपीठ ने अपराध शाखा एमपी नगर के पांच दिनों की वीडियो फुटेज पेश करने के निर्देश दिए हैं। इसके अलावा पुलिस आयुक्त भोपाल को हलफनामा में जवाब प्रस्तुत करने के आदेश भी जारी किए हैं। यह मामला राजस्थान के ग्राम नोखा जिला चौकाने निवासी सतह राम साथ की ओर से दायर किया गया है। इसमें कहा गया कि 4 दिसंबर शाम को याचिकाकर्ता और उनके साथी अपराध शाखा में लाए गए। रास्ते में चारों युवकों को दिलीप चौकसर, जुबैद पठान, प्रतीक तथा जीतू नाम से संबोधित कर रहे थे। आरोप है कि उन्होंने रास्ते में शराब पी और उसकी बोतल भी गाड़ी में रखी।: [1071, 521, 1229, 889]
- left-teaser: [13, 13, 461, 134]
- table-row: [325, 2085, 722, 2107]
- table-row: [325, 2322, 722, 2344]
- interview-date-cell: जुलाई-अगस्त 2025: [1005, 2192, 1128, 2214]
- table-row: [325, 2259, 722, 2281]
- parmar-title: परमार दंपती सुसाइड केस में एसआईटी जांच शुरू: [13, 789, 198, 831]
- ad-product-name: Dr. Ortho: [335, 166, 467, 200]
- table-row: [325, 2302, 722, 2323]
- table-row: [730, 2000, 1128, 2022]
